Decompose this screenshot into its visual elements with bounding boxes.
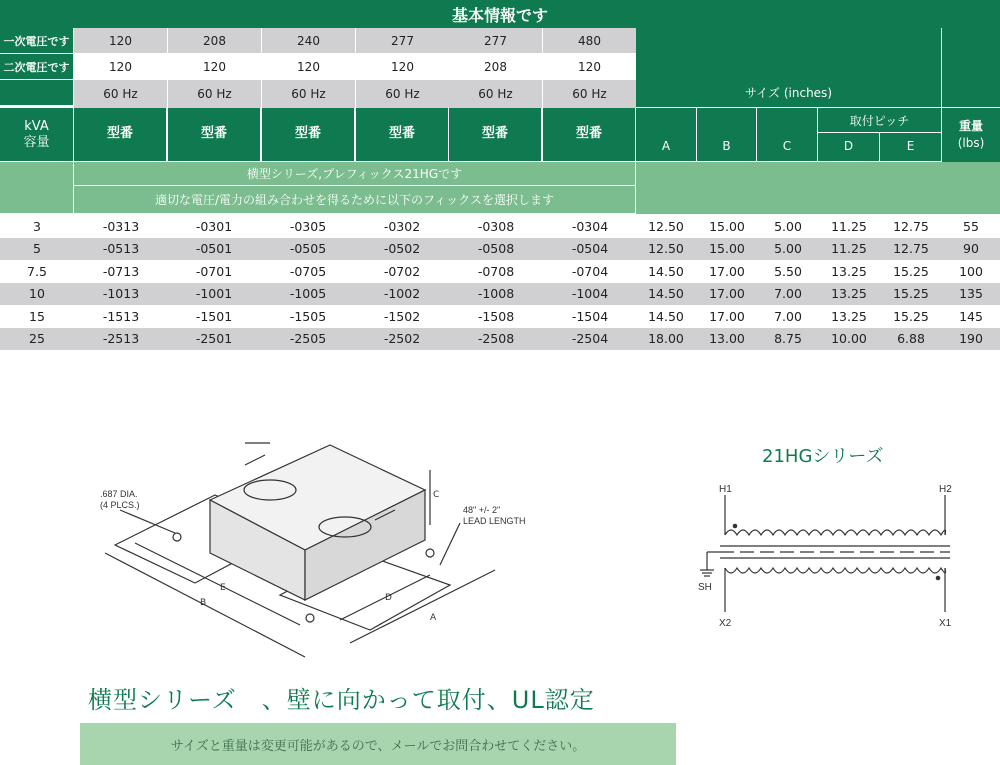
dimension-cell: 10.00 [831,331,867,346]
primary-voltage-cell: 480 [543,28,636,54]
dim-c-label: C [433,490,440,500]
model-header-cell: 型番 [74,108,167,162]
mount-hole-3 [306,614,314,622]
dimension-cell: 14.50 [648,308,684,324]
model-cell: -0701 [195,263,233,279]
dim-d-label: D [385,593,392,603]
secondary-voltage-cell: 120 [262,54,355,80]
model-cell: -2508 [477,331,515,346]
kva-header [0,108,74,162]
frequency-cell: 60 Hz [168,80,261,108]
primary-voltage-cell: 208 [168,28,261,54]
model-cell: -1501 [195,308,233,324]
model-header-cell: 型番 [262,108,355,162]
h2-label: H2 [939,484,952,495]
coil-band-1 [245,455,265,465]
frequency-cell: 60 Hz [356,80,449,108]
model-cell: -0513 [102,241,140,256]
sh-label: SH [698,582,712,593]
model-header-cell: 型番 [449,108,542,162]
dimension-cell: 7.00 [774,308,802,324]
dimension-cell: 14.50 [648,263,684,279]
model-cell: -1508 [477,308,515,324]
model-cell: -1513 [102,308,140,324]
footer-note: サイズと重量は変更可能があるので、メールでお問合わせてください。 [80,723,676,765]
model-cell: -2513 [102,331,140,346]
select-note: 適切な電圧/電力の組み合わせを得るために以下のフィックスを選択します [74,186,636,214]
model-cell: -1008 [477,286,515,301]
table-row [0,260,1000,282]
weight-cell: 145 [959,308,983,324]
notes-left-blank [0,162,74,214]
secondary-voltage-cell: 120 [543,54,636,80]
model-cell: -2504 [571,331,609,346]
dimension-cell: 17.00 [709,263,745,279]
dimension-header-c: C [757,108,818,162]
series-note: 横型シリーズ,プレフィックス21HGです [74,162,636,186]
kva-cell: 3 [33,218,41,234]
model-cell: -0705 [289,263,327,279]
polarity-dot-primary [733,524,738,529]
kva-cell: 10 [29,286,45,301]
dimension-cell: 15.25 [893,263,929,279]
weight-header [942,108,1000,162]
dimension-cell: 12.50 [648,218,684,234]
secondary-voltage-cell: 120 [356,54,449,80]
dia-leader [120,510,175,533]
dimension-cell: 11.25 [831,241,867,256]
frequency-label-blank [0,80,74,106]
weight-cell: 90 [963,241,979,256]
dimension-cell: 14.50 [648,286,684,301]
dimension-cell: 11.25 [831,218,867,234]
model-header-cell: 型番 [356,108,449,162]
dim-e-label: E [220,583,226,593]
model-cell: -0504 [571,241,609,256]
table-title: 基本情報です [0,0,1000,28]
model-cell: -0304 [571,218,609,234]
frequency-cell: 60 Hz [262,80,355,108]
dimension-cell: 7.00 [774,286,802,301]
table-row [0,238,1000,260]
model-cell: -0301 [195,218,233,234]
mount-hole-2 [426,549,434,557]
model-cell: -0308 [477,218,515,234]
table-row [0,283,1000,305]
weight-cell: 135 [959,286,983,301]
primary-voltage-label: 一次電圧です [0,28,74,54]
lead-note-2: LEAD LENGTH [463,516,526,526]
model-cell: -0305 [289,218,327,234]
primary-voltage-cell: 240 [262,28,355,54]
secondary-voltage-label: 二次電圧です [0,54,74,80]
dimension-cell: 12.75 [893,218,929,234]
table-row [0,328,1000,350]
kva-cell: 15 [29,308,45,324]
secondary-voltage-cell: 120 [74,54,167,80]
model-cell: -0704 [571,263,609,279]
dimension-cell: 17.00 [709,308,745,324]
model-cell: -2501 [195,331,233,346]
primary-voltage-cell: 277 [356,28,449,54]
dimension-cell: 5.00 [774,218,802,234]
dimension-cell: 13.25 [831,286,867,301]
model-cell: -0302 [383,218,421,234]
model-cell: -2505 [289,331,327,346]
weight-cell: 100 [959,263,983,279]
x1-label: X1 [939,618,952,629]
dimension-cell: 15.25 [893,286,929,301]
secondary-voltage-cell: 120 [168,54,261,80]
primary-winding [725,530,946,535]
dimension-cell: 15.00 [709,218,745,234]
model-cell: -1505 [289,308,327,324]
kva-header-line2: 容量 [23,134,50,150]
dimension-cell: 5.50 [774,263,802,279]
polarity-dot-secondary [936,576,941,581]
kva-header-line1: kVA [24,118,49,134]
model-cell: -0713 [102,263,140,279]
primary-voltage-cell: 277 [449,28,542,54]
frequency-cell: 60 Hz [543,80,636,108]
dia-note-1: .687 DIA. [100,489,138,499]
model-header-cell: 型番 [168,108,261,162]
dimension-cell: 18.00 [648,331,684,346]
dimension-header-d: D [818,133,880,162]
frequency-cell: 60 Hz [74,80,167,108]
h1-label: H1 [719,484,732,495]
dimension-header-a: A [636,108,697,162]
secondary-voltage-cell: 208 [449,54,542,80]
model-cell: -0502 [383,241,421,256]
model-cell: -0505 [289,241,327,256]
size-header [636,28,942,108]
dimension-cell: 13.25 [831,308,867,324]
dimension-cell: 6.88 [897,331,925,346]
weight-header-line2: (lbs) [957,136,985,150]
dimension-cell: 12.50 [648,241,684,256]
model-cell: -1002 [383,286,421,301]
weight-cell: 190 [959,331,983,346]
model-cell: -0501 [195,241,233,256]
notes-right-blank [636,162,1000,214]
weight-cell: 55 [963,218,979,234]
dimension-cell: 17.00 [709,286,745,301]
x2-label: X2 [719,618,732,629]
kva-cell: 5 [33,241,41,256]
model-cell: -1504 [571,308,609,324]
dia-note-2: (4 PLCS.) [100,500,140,510]
schematic-title: 21HGシリーズ [762,446,884,467]
model-header-cell: 型番 [543,108,636,162]
weight-header-line1: 重量 [958,119,983,133]
dimension-line-a [350,570,495,643]
model-cell: -0313 [102,218,140,234]
dimension-cell: 15.00 [709,241,745,256]
kva-cell: 25 [29,331,45,346]
model-cell: -1013 [102,286,140,301]
pitch-header: 取付ピッチ [818,108,942,133]
transformer-drawing [95,435,535,670]
size-header-text: サイズ (inches) [745,86,832,100]
weight-header-top [942,28,1000,108]
dimension-cell: 8.75 [774,331,802,346]
lead-leader [440,523,460,565]
dimension-cell: 15.25 [893,308,929,324]
dimension-header-e: E [880,133,942,162]
model-cell: -2502 [383,331,421,346]
wiring-schematic [695,440,975,640]
product-headline: 横型シリーズ 、壁に向かって取付、UL認定 [88,686,595,714]
dim-b-label: B [200,598,207,608]
table-row [0,215,1000,237]
model-cell: -1502 [383,308,421,324]
lead-note-1: 48" +/- 2" [463,505,501,515]
dimension-cell: 13.25 [831,263,867,279]
dimension-cell: 5.00 [774,241,802,256]
model-cell: -0702 [383,263,421,279]
mount-hole-1 [173,533,181,541]
secondary-winding [725,568,946,573]
dimension-cell: 13.00 [709,331,745,346]
table-row [0,305,1000,327]
model-cell: -1005 [289,286,327,301]
primary-voltage-cell: 120 [74,28,167,54]
dimension-header-b: B [697,108,757,162]
frequency-cell: 60 Hz [449,80,542,108]
kva-cell: 7.5 [27,263,47,279]
model-cell: -1004 [571,286,609,301]
dim-a-label: A [430,613,437,623]
model-cell: -0508 [477,241,515,256]
dimension-cell: 12.75 [893,241,929,256]
model-cell: -1001 [195,286,233,301]
model-cell: -0708 [477,263,515,279]
